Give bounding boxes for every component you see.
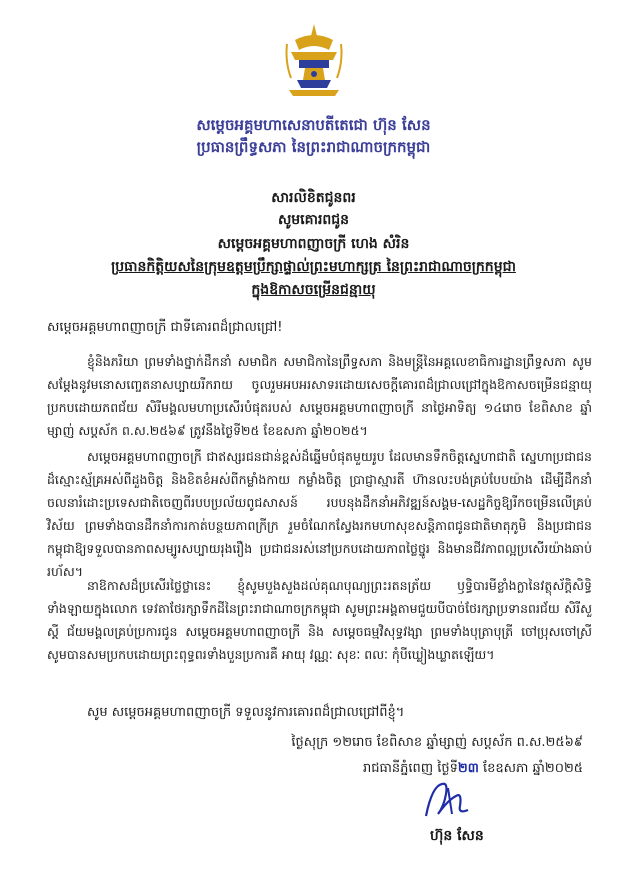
addressee-name: សម្តេចអគ្គមហាពញាចក្រី ហេង សំរិន xyxy=(217,236,410,252)
addressee-position: ប្រធានកិត្តិយសនៃក្រុមឧត្តមប្រឹក្សាផ្ទាល់ព្រះមហាក្សត្រ នៃព្រះរាជាណាចក្រកម្ពុជា xyxy=(111,259,516,275)
letterhead-emblem xyxy=(283,22,345,98)
place-date xyxy=(363,760,583,779)
letter-title: សារលិខិតជូនពរ xyxy=(271,190,356,206)
signature xyxy=(418,780,478,820)
occasion: ក្នុងឱកាសចម្រើនជន្មាយុ xyxy=(251,282,376,298)
place-date-prefix: រាជធានីភ្នំពេញ ថ្ងៃទី xyxy=(363,761,458,776)
handwritten-day: ២៣ xyxy=(457,761,479,776)
signatory-name: ហ៊ុន សែន xyxy=(430,828,484,844)
sender-title: ប្រធានព្រឹទ្ធសភា នៃព្រះរាជាណាចក្រកម្ពុជា xyxy=(196,138,431,156)
salutation: សម្តេចអគ្គមហាពញាចក្រី ជាទីគោរពដ៏ជ្រាលជ្រៅ! xyxy=(47,320,283,335)
paragraph-2: សម្តេចអគ្គមហាពញាចក្រី ជាឥស្សរជនជាន់ខ្ពស់ដ៏ឆ្នើមបំផុតមួយរូប ដែលមានទឹកចិត្តស្នេហាជាតិ ស្នេហាប្រជាជនដ៏ស្មោះស្ម័គ្រអស់ពីដួងចិត្ត និងខិតខំអស់ពីកម្លាំងកាយ កម្លាំងចិត្ត ប្រាជ្ញាស្មារតី ហ៊ានលះបង់គ្រប់បែបយ៉ាង ដើម្បីដឹកនាំចលនារំដោះប្រទេសជាតិចេញពីរបបប្រល័យពូជសាសន៍ របបនុងដឹកនាំអភិវឌ្ឍន៍សង្គម-សេដ្ឋកិច្ចឱ្យរីកចម្រើនលើគ្រប់វិស័យ ព្រមទាំងបានដឹកនាំការកាត់បន្ថយភាពក្រីក្រ រួមចំណែកស្វែងរកមហាសុខសន្តិភាពជូនជាតិមាតុភូមិ និងប្រជាជនកម្ពុជាឱ្យទទួលបានភាពសម្បូរសប្បាយរុងរឿង ប្រជាជនរស់នៅប្រកបដោយភាពថ្លៃថ្នូរ និងមានជីវភាពល្អប្រសើរយ៉ាងឆាប់រហ័ស។ xyxy=(47,449,592,579)
paragraph-1: ខ្ញុំនិងភរិយា ព្រមទាំងថ្នាក់ដឹកនាំ សមាជិក សមាជិកានៃព្រឹទ្ធសភា និងមន្ត្រីនៃអគ្គលេខាធិការដ្ឋានព្រឹទ្ធសភា សូមសម្តែងនូវមនោសញ្ចេតនាសប្បាយរីករាយ ចូលរួមអបអរសាទរដោយសេចក្តីគោរពដ៏ជ្រាលជ្រៅក្នុងឱកាសចម្រើនជន្មាយុប្រកបដោយភពជ័យ សិរីមង្គលមហាប្រសើរបំផុតរបស់ សម្តេចអគ្គមហាពញាចក្រី នាថ្ងៃអាទិត្យ ១៤រោច ខែពិសាខ ឆ្នាំម្សាញ់ សប្តស័ក ព.ស.២៥៦៩ ត្រូវនឹងថ្ងៃទី២៥ ខែឧសភា ឆ្នាំ២០២៥។ xyxy=(47,354,592,438)
paragraph-3: នាឱកាសដ៏ប្រសើរថ្លៃថ្លានេះ ខ្ញុំសូមបួងសួងដល់គុណបុណ្យព្រះរតនត្រ័យ ឫទ្ធិបារមីខ្លាំងក្លានៃវត្ថុស័ក្តិសិទ្ធិទាំងឡាយក្នុងលោក ទេវតាថែរក្សាទឹកដីនៃព្រះរាជាណាចក្រកម្ពុជា សូមព្រះអង្គតាមជួយបីបាច់ថែរក្សាប្រទានពរជ័យ សិរីសួស្តី ជ័យមង្គលគ្រប់ប្រការជូន សម្តេចអគ្គមហាពញាចក្រី និង សម្តេចធម្មវិសុទ្ធវង្សា ព្រមទាំងបុត្រាបុត្រី ចៅប្រុសចៅស្រី សូមបានសមប្រកបដោយព្រះពុទ្ធពរទាំងបួនប្រការគឺ អាយុ វណ្ណៈ សុខៈ ពលៈ កុំបីឃ្លៀងឃ្លាតឡើយ។ xyxy=(47,578,592,662)
addressee-intro: សូមគោរពជូន xyxy=(277,212,350,228)
closing-line: សូម សម្តេចអគ្គមហាពញាចក្រី ទទួលនូវការគោរពដ៏ជ្រាលជ្រៅពីខ្ញុំ។ xyxy=(87,705,405,720)
place-date-suffix: ខែឧសភា ឆ្នាំ២០២៥ xyxy=(478,761,583,776)
lunar-date: ថ្ងៃសុក្រ ១២រោច ខែពិសាខ ឆ្នាំម្សាញ់ សប្តស័ក ព.ស.២៥៦៩ xyxy=(291,735,583,750)
sender-name: សម្តេចអគ្គមហាសេនាបតីតេជោ ហ៊ុន សែន xyxy=(196,116,431,134)
